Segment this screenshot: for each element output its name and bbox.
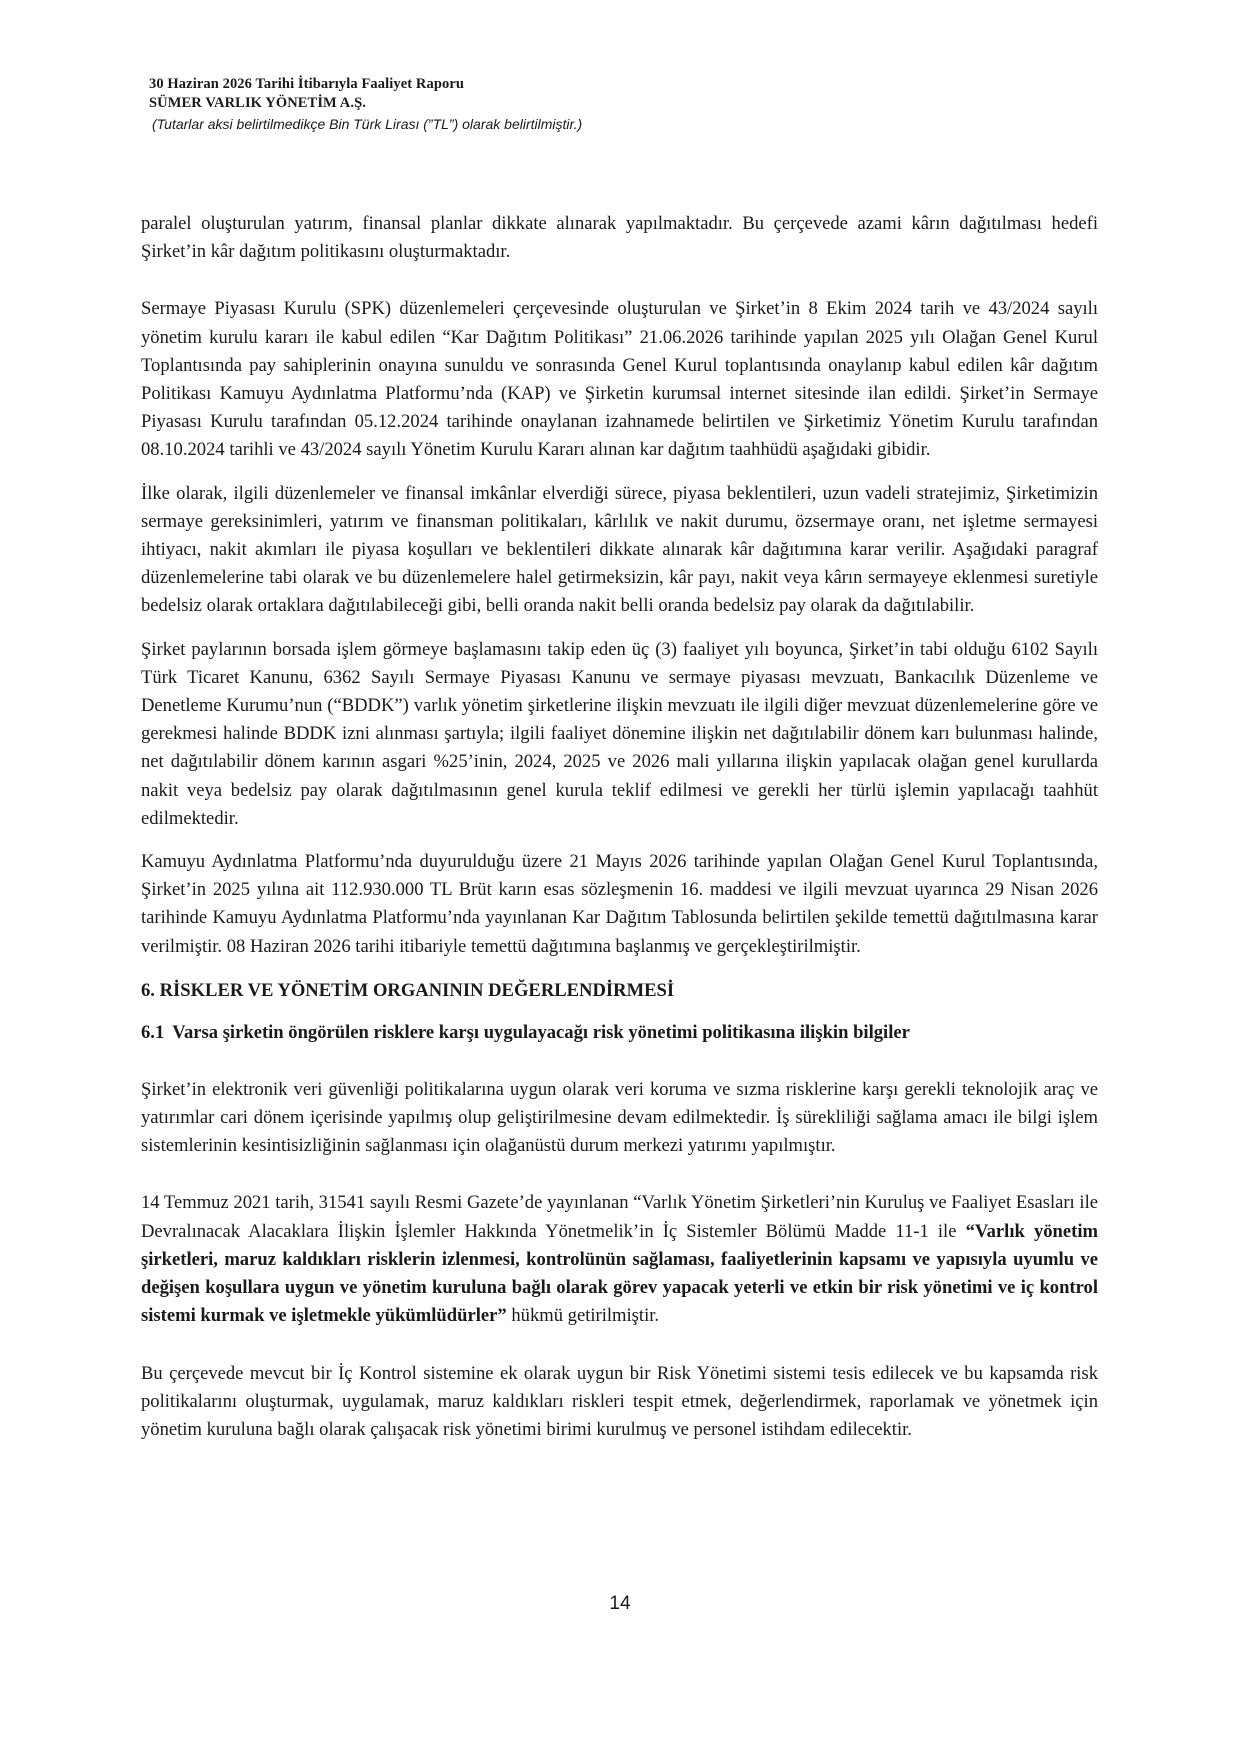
paragraph-regulation [141, 1189, 1098, 1330]
subsection-title: Varsa şirketin öngörülen risklere karşı uygulayacağı risk yönetimi politikasına ilişkin bilgiler [172, 1021, 910, 1043]
currency-note: (Tutarlar aksi belirtilmedikçe Bin Türk Lirası (”TL”) olarak belirtilmiştir.) [152, 116, 583, 132]
paragraph-general-assembly-dividend: Kamuyu Aydınlatma Platformu’nda duyurulduğu üzere 21 Mayıs 2026 tarihinde yapılan Olağan Genel Kurul Toplantısında, Şirket’in 2025 yılına ait 112.930.000 TL Brüt karın esas sözleşmenin 16. maddesi ve ilgili mevzuat uyarınca 29 Nisan 2026 tarihinde Kamuyu Aydınlatma Platformu’nda yayınlanan Kar Dağıtım Tablosunda belirtilen şekilde temettü dağıtılmasına karar verilmiştir. 08 Haziran 2026 tarihi itibariyle temettü dağıtımına başlanmış ve gerçekleştirilmiştir. [141, 851, 1098, 957]
regulation-end: hükmü getirilmiştir. [511, 1305, 660, 1327]
subsection-number: 6.1 [141, 1021, 165, 1043]
paragraph-risk-management-unit: Bu çerçevede mevcut bir İç Kontrol sistemine ek olarak uygun bir Risk Yönetimi sistemi tesis edilecek ve bu kapsamda risk politikalarını oluşturmak, uygulamak, maruz kaldıkları riskleri tespit etmek, değerlendirmek, raporlamak ve yönetmek için yönetim kuruluna bağlı olarak çalışacak risk yönetimi birimi kurulmuş ve personel istihdam edilecektir. [141, 1362, 1098, 1440]
document-body [141, 210, 1098, 1459]
regulation-intro: 14 Temmuz 2021 tarih, 31541 sayılı Resmi Gazete’de yayınlanan “Varlık Yönetim Şirketleri’nin Kuruluş ve Faaliyet Esasları ile Devralınacak Alacaklara İlişkin İşlemler Hakkında Yönetmelik’in İç Sistemler Bölümü Madde 11-1 ile [141, 1192, 1098, 1242]
company-name: SÜMER VARLIK YÖNETİM A.Ş. [149, 95, 366, 111]
regulation-quote: “Varlık yönetim şirketleri, maruz kaldıkları risklerin izlenmesi, kontrolünün sağlaması, faaliyetlerinin kapsamı ve yapısıyla uyumlu ve değişen koşullara uygun ve yönetim kuruluna bağlı olarak görev yapacak yeterli ve etkin bir risk yönetimi ve iç kontrol sistemi kurmak ve işletmekle yükümlüdürler” [141, 1220, 1098, 1327]
page-number: 14 [609, 1593, 631, 1614]
paragraph-data-security: Şirket’in elektronik veri güvenliği politikalarına uygun olarak veri koruma ve sızma risklerine karşı gerekli teknolojik araç ve yatırımlar cari dönem içerisinde yapılmış olup geliştirilmesine devam edilmektedir. İş sürekliliği sağlama amacı ile bilgi işlem sistemlerinin kesintisizliğinin sağlanması için olağanüstü durum merkezi yatırımı yapılmıştır. [141, 1078, 1098, 1157]
paragraph-distribution-commitment: Şirket paylarının borsada işlem görmeye başlamasını takip eden üç (3) faaliyet yılı boyunca, Şirket’in tabi olduğu 6102 Sayılı Türk Ticaret Kanunu, 6362 Sayılı Sermaye Piyasası Kanunu ve sermaye piyasası mevzuatı, Bankacılık Düzenleme ve Denetleme Kurumu’nun (“BDDK”) varlık yönetim şirketlerine ilişkin mevzuatı ile ilgili diğer mevzuat düzenlemelerine göre ve gerekmesi halinde BDDK izni alınması şartıyla; ilgili faaliyet dönemine ilişkin net dağıtılabilir dönem karı bulunması halinde, net dağıtılabilir dönem karının asgari %25’inin, 2024, 2025 ve 2026 mali yıllarına ilişkin yapılacak olağan genel kurullarda nakit veya bedelsiz pay olarak dağıtılmasının genel kurula teklif edilmesi ve gerekli her türlü işlemin yapılacağı taahhüt edilmektedir. [141, 638, 1098, 829]
report-title: 30 Haziran 2026 Tarihi İtibarıyla Faaliyet Raporu [149, 76, 465, 92]
paragraph-distribution-principles: İlke olarak, ilgili düzenlemeler ve finansal imkânlar elverdiği sürece, piyasa beklentileri, uzun vadeli stratejimiz, Şirketimizin sermaye gereksinimleri, yatırım ve finansman politikaları, kârlılık ve nakit durumu, özsermaye oranı, net işletme sermayesi ihtiyacı, nakit akımları ile piyasa koşulları ve beklentileri dikkate alınarak kâr dağıtımına karar verilir. Aşağıdaki paragraf düzenlemelerine tabi olarak ve bu düzenlemelere halel getirmeksizin, kâr payı, nakit veya kârın sermayeye eklenmesi suretiyle bedelsiz olarak ortaklara dağıtılabileceği gibi, belli oranda nakit belli oranda bedelsiz pay olarak da dağıtılabilir. [141, 482, 1098, 617]
subsection-heading [141, 1019, 1098, 1047]
page-header [149, 75, 1099, 134]
paragraph-profit-target: paralel oluşturulan yatırım, finansal planlar dikkate alınarak yapılmaktadır. Bu çerçevede azami kârın dağıtılması hedefi Şirket’in kâr dağıtım politikasını oluşturmaktadır. [141, 213, 1098, 263]
paragraph-dividend-policy: Sermaye Piyasası Kurulu (SPK) düzenlemeleri çerçevesinde oluşturulan ve Şirket’in 8 Ekim 2024 tarih ve 43/2024 sayılı yönetim kurulu kararı ile kabul edilen “Kar Dağıtım Politikası” 21.06.2026 tarihinde yapılan 2025 yılı Olağan Genel Kurul Toplantısında pay sahiplerinin onayına sunuldu ve sonrasında Genel Kurul toplantısında onaylanıp kabul edilen kâr dağıtım Politikası Kamuyu Aydınlatma Platformu’nda (KAP) ve Şirketin kurumsal internet sitesinde ilan edildi. Şirket’in Sermaye Piyasası Kurulu tarafından 05.12.2024 tarihinde onaylanan izahnamede belirtilen ve Şirketimiz Yönetim Kurulu tarafından 08.10.2024 tarihli ve 43/2024 sayılı Yönetim Kurulu Kararı alınan kar dağıtım taahhüdü aşağıdaki gibidir. [141, 298, 1098, 461]
section-heading: 6. RİSKLER VE YÖNETİM ORGANININ DEĞERLENDİRMESİ [141, 979, 675, 1001]
